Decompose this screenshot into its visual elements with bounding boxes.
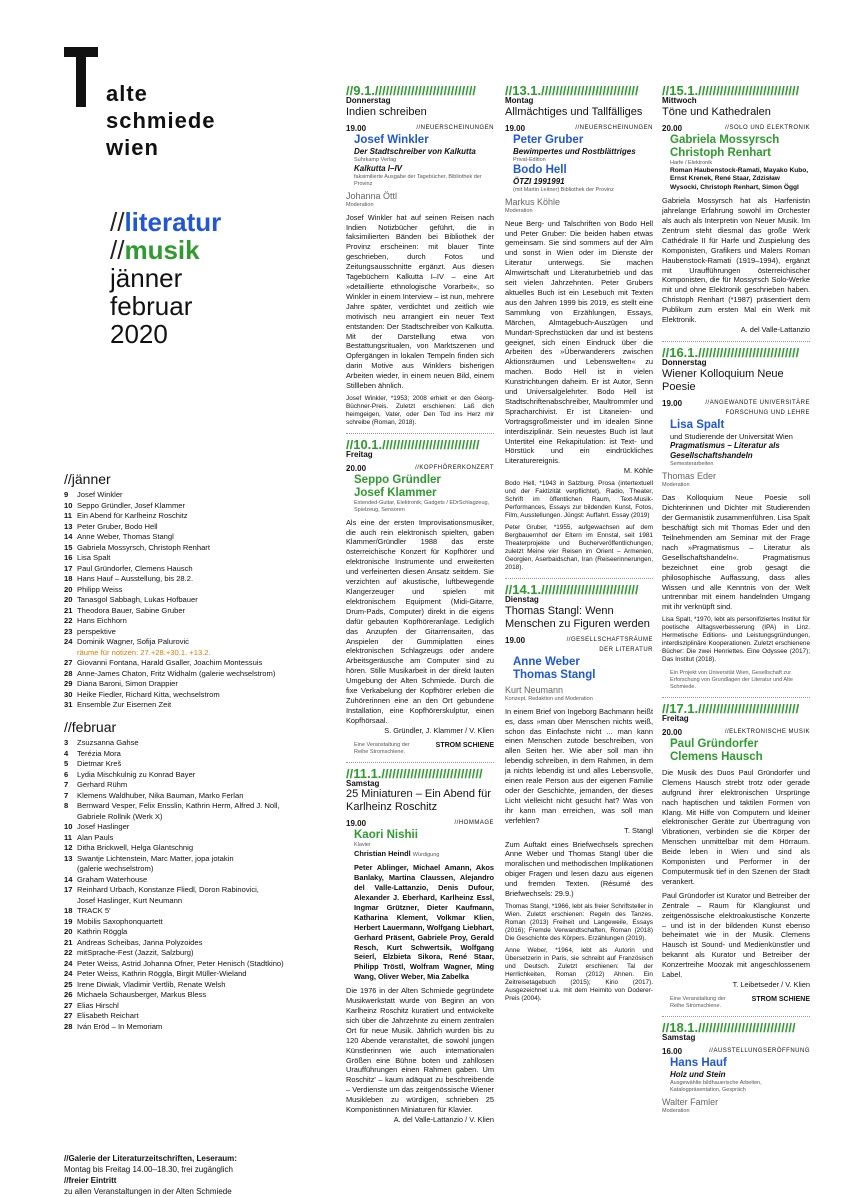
signature: T. Stangl bbox=[624, 825, 653, 835]
divider bbox=[346, 433, 494, 434]
footer-line: zu allen Veranstaltungen in der Alten Schmiede bbox=[64, 1187, 232, 1196]
calendar-row bbox=[64, 822, 284, 833]
event-tag: //SOLO UND ELEKTRONIK bbox=[725, 124, 810, 131]
event-tag: //ANGEWANDTE UNIVERSITÄRE FORSCHUNG UND LEHRE bbox=[705, 399, 810, 416]
calendar-entry: Peter Weiss, Kathrin Röggla, Birgit Müller-Wieland bbox=[77, 969, 247, 978]
calendar-entry: Peter Gruber, Bodo Hell bbox=[77, 521, 158, 531]
calendar-day: 7 bbox=[64, 790, 69, 800]
calendar-row bbox=[64, 759, 284, 770]
event-time-row bbox=[346, 464, 494, 474]
event-artist: Bodo Hell bbox=[513, 163, 567, 176]
calendar-entry: Diana Baroni, Simon Drappier bbox=[77, 679, 178, 688]
event-text: Neue Berg- und Talschriften von Bodo Hell und Peter Gruber: Die beiden haben etwas gemeinsam. Sie sind sommers auf der Alm und sonst in Wien oder im Dienste der Literatur unterwegs. Sie machen Almwirtschaft und Literaturbetrieb und das seit vielen Jahrzehnten. Peter Grubers aktuelles Buch ist ein Lesebuch mit Texten aus den Jahren 1999 bis 2019, es stellt eine Sammlung von Erzählungen, Essays, Märchen, Almtagebuch-Auszügen und Mundart-Sprechstücken dar und ist bestens geeignet, sich einen Eindruck über die Arbeiten des »Überwanderers zwischen Aktionsräumen und Lebenswelten« zu machen. Bodo Hell ist in vielen Kunstrichtungen daheim. Er ist Autor, Senn und Universalgelehrter. Bodo Hell ist Stadtschriftenabschreiber, Maultrommler und Spracharchivist. Er ist Litaneien- und Vortragsgroßmeister und im idealen Sinne interdisziplinär. Sein neuestes Buch ist laut Untertitel eine Rekapitulation: ist Text- und Hörstück und ein eindrückliches Literaturereignis. bbox=[505, 218, 653, 466]
calendar-day: 23 bbox=[64, 626, 73, 636]
event-title: 25 Miniaturen – Ein Abend für Karlheinz Roschitz bbox=[346, 788, 491, 814]
musik-label: musik bbox=[124, 235, 200, 265]
calendar-entry: Tanasgol Sabbagh, Lukas Hofbauer bbox=[77, 595, 198, 604]
event-time: 19.00 bbox=[662, 398, 683, 408]
calendar-row bbox=[64, 648, 275, 659]
event-date: //13.1./////////////////////////// bbox=[505, 86, 639, 96]
calendar-row bbox=[64, 490, 275, 501]
calendar-row bbox=[64, 501, 275, 512]
signature: S. Gründler, J. Klammer / V. Klien bbox=[384, 725, 494, 735]
calendar-row bbox=[64, 574, 275, 585]
calendar-day: 27 bbox=[64, 1000, 73, 1010]
event-title: Thomas Stangl: Wenn Menschen zu Figuren werden bbox=[505, 605, 650, 630]
calendar-day: 20 bbox=[64, 595, 73, 604]
calendar-entry: Gabriele Rollnik (Werk X) bbox=[77, 811, 163, 821]
event-date: //16.1.//////////////////////////// bbox=[662, 347, 800, 358]
moderator: Thomas Eder bbox=[662, 471, 717, 482]
moderator-label: Moderation bbox=[662, 482, 690, 489]
column-3 bbox=[662, 86, 810, 1115]
event-date: //11.1.//////////////////////////// bbox=[346, 768, 483, 779]
moderator: Kurt Neumann bbox=[505, 684, 564, 695]
calendar-entry: räume für notizen: 27.+28.+30.1. +13.2. bbox=[77, 647, 211, 657]
event-date: //17.1.//////////////////////////// bbox=[662, 704, 800, 715]
event-text: Die 1976 in der Alten Schmiede gegründete Musikwerkstatt wurde von Beginn an von Karlheinz Roschitz kuratiert und entwickelte sich über die Jahrzehnte zu einem zentralen Ort für neue Musik. Jährlich wurden bis zu 120 Abende veranstaltet, die sowohl jungen Künstlerinnen wie auch internationalen Größen eine Bühne boten und zahllosen Uraufführungen einen Rahmen gaben. Um Roschitz' – kaum adäquat zu beschreibende – Verdienste um das zeitgenössische Wiener Musikleben zu würdigen, schrieben 25 Komponistinnen Miniaturen für Klavier. bbox=[346, 986, 494, 1115]
publisher: Privat-Edition bbox=[513, 156, 546, 163]
event-artist: Josef Winkler bbox=[354, 133, 429, 146]
calendar-row bbox=[64, 532, 275, 543]
calendar-row bbox=[64, 511, 275, 522]
slash: // bbox=[110, 207, 125, 237]
column-1 bbox=[346, 86, 494, 1125]
sponsor-row bbox=[346, 742, 494, 756]
event-bio: Thomas Stangl, *1966, lebt als freier Schriftsteller in Wien. Zuletzt erschienen: Regeln des Tanzes, Roman (2013) Freiheit und Langeweile, Essays (2016); Fremde Verwandtschaften, Roman (2018) Die Geschichte des Körpers. Erzählungen (2019). bbox=[505, 902, 653, 942]
moderator: Johanna Öttl bbox=[346, 190, 398, 201]
event-time-row bbox=[346, 819, 494, 829]
calendar-row bbox=[64, 969, 284, 980]
calendar-row bbox=[64, 843, 284, 854]
calendar-entry: Ensemble Zur Eisernen Zeit bbox=[77, 700, 172, 709]
moderator: Walter Famler bbox=[662, 1096, 719, 1107]
calendar-day: 25 bbox=[64, 979, 73, 989]
calendar-row bbox=[64, 522, 275, 533]
publisher: Suhrkamp Verlag bbox=[354, 156, 397, 163]
event-title: Wiener Kolloquium Neue Poesie bbox=[662, 367, 784, 393]
month-jan: jänner bbox=[110, 263, 183, 293]
calendar-row bbox=[64, 885, 284, 896]
calendar-day: 29 bbox=[64, 679, 73, 688]
calendar-entry: Klemens Waldhuber, Nika Bauman, Marko Ferlan bbox=[77, 790, 244, 800]
event-date: //14.1./////////////////////////// bbox=[505, 585, 639, 596]
event-time: 20.00 bbox=[662, 123, 683, 133]
logo-line: schmiede bbox=[106, 108, 216, 133]
event-artist: Paul Gründorfer bbox=[670, 737, 759, 750]
work-title: Pragmatismus – Literatur als Gesellschaftshandeln bbox=[670, 441, 780, 461]
event-time: 19.00 bbox=[505, 123, 526, 133]
calendar-entry: Hans Hauf – Ausstellung, bis 28.2. bbox=[77, 574, 194, 583]
calendar-day: 27 bbox=[64, 1011, 73, 1020]
event-tag: //ELEKTRONISCHE MUSIK bbox=[724, 729, 810, 736]
event-day: Donnerstag bbox=[662, 357, 707, 367]
calendar-day: 30 bbox=[64, 689, 73, 699]
calendar-entry: Ein Abend für Karlheinz Roschitz bbox=[77, 511, 188, 520]
calendar-day: 11 bbox=[64, 832, 73, 842]
speaker-role: Würdigung bbox=[412, 852, 440, 859]
calendar-row bbox=[64, 896, 284, 907]
calendar-entry: Terézia Mora bbox=[77, 748, 121, 758]
footer-info bbox=[64, 1153, 237, 1197]
calendar-day: 24 bbox=[64, 969, 73, 978]
calendar-entry: Peter Weiss, Astrid Johanna Ofner, Peter Henisch (Stadtkino) bbox=[77, 958, 284, 968]
event-tag: //KOPFHÖRERKONZERT bbox=[415, 464, 494, 471]
stromschiene-logo: STROM SCHIENE bbox=[751, 995, 810, 1003]
literatur-label: literatur bbox=[124, 207, 222, 237]
calendar-entry: mitSprache-Fest (Jazzit, Salzburg) bbox=[77, 948, 194, 957]
project-note: Ein Projekt von Universität Wien, Gesellschaft zur Erforschung von Grundlagen der Literatur und Alte Schmiede. bbox=[670, 670, 793, 691]
calendar-day: 3 bbox=[64, 738, 69, 747]
calendar-day: 31 bbox=[64, 700, 73, 709]
event-time: 20.00 bbox=[662, 728, 683, 738]
calendar-day: 17 bbox=[64, 563, 73, 573]
instrument: Klavier bbox=[354, 842, 371, 849]
sponsor-row bbox=[662, 996, 810, 1010]
work-title: Der Stadtschreiber von Kalkutta bbox=[354, 146, 476, 156]
calendar-entry: Anne Weber, Thomas Stangl bbox=[77, 532, 174, 541]
event-artist: Seppo Gründler bbox=[354, 473, 441, 486]
calendar-row bbox=[64, 927, 284, 938]
calendar-entry: Elias Hirschl bbox=[77, 1000, 119, 1010]
moderator-label: Moderation bbox=[346, 201, 374, 208]
calendar-day: 10 bbox=[64, 500, 73, 510]
event-text: Josef Winkler hat auf seinen Reisen nach Indien Notizbücher geführt, die in faksimilierten Bänden bei Bibliothek der Provinz erscheinen: mit blauer Tinte geschrieben, durch Fotos und Zeitungsausschnitte ergänzt. Aus diesen Tagebüchern Kalkutta I–IV – eine Art »detaillierte ethnologische Vorarbeit«, so Winkler in einem Interview – ist nun, mehrere Jahre später, verdichtet und zeitlich wie motivisch neu arrangiert ein neuer Text entstanden: Der Stadtschreiber von Kalkutta. Mit der Darstellung etwa von Bestattungsritualen, von Marktszenen und Opfergängen in lokalen Tempeln finden sich darin Motive aus Winklers bisherigen Arbeiten wieder, in einem neuen Bild, einem Stillleben ähnlich. bbox=[346, 212, 494, 391]
calendar-entry: Reinhard Urbach, Konstanze Fliedl, Doron Rabinovici, bbox=[77, 885, 259, 894]
calendar-row bbox=[64, 980, 284, 991]
calendar-entry: Elisabeth Reichart bbox=[77, 1011, 139, 1020]
event-title: Allmächtiges und Tallfälliges bbox=[505, 105, 643, 118]
slash: // bbox=[110, 235, 125, 265]
event-text: Das Kolloquium Neue Poesie soll Dichterinnen und Dichter mit Studierenden der Germanistik zusammenführen. Lisa Spalt beschäftigt sich mit Thomas Eder und den Teilnehmenden am Seminar mit der Frage nach »Pragmatismus – Literatur als Gesellschaftshandeln«. Pragmatismus bezeichnet eine grob gesagt die philosophische Auffassung, dass alles Wissen und alle Kenntnis von der Welt untrennbar mit einem handelnden Umgang mit ihr verknüpft sind. bbox=[662, 493, 810, 612]
calendar-entry: (galerie wechselstrom) bbox=[77, 864, 154, 873]
event-time: 19.00 bbox=[346, 819, 367, 829]
calendar-entry: Josef Haslinger, Kurt Neumann bbox=[77, 895, 183, 905]
calendar-row bbox=[64, 606, 275, 617]
calendar-row bbox=[64, 938, 284, 949]
calendar-entry: Irene Diwiak, Vladimir Vertlib, Renate Welsh bbox=[77, 979, 226, 989]
calendar-day: 16 bbox=[64, 553, 73, 562]
work-title: ÖTZI 1991991 bbox=[513, 176, 565, 186]
event-artist: Lisa Spalt bbox=[670, 418, 725, 431]
calendar-row bbox=[64, 770, 284, 781]
calendar-entry: Dominik Wagner, Sofija Paluroviċ bbox=[77, 637, 189, 646]
event-text: Die Musik des Duos Paul Gründorfer und Clemens Hausch strebt trotz oder gerade aufgrund ihrer elektronischen Ursprünge nach haptischen und taktilen Formen von Klang. Mit Hilfe von Computern und kleiner elektronischer Geräte zur Übertragung von Vibrationen, verbinden sie die Körper der Menschen unmittelbar mit dem Hörraum. Beide leben in Wien und sind als Komponisten und Performer in der Computermusik tief in den Szenen der Stadt verankert. bbox=[662, 767, 810, 886]
jan-heading: //jänner bbox=[64, 471, 111, 487]
event-date: //15.1.//////////////////////////// bbox=[662, 86, 800, 96]
event-time-row bbox=[505, 636, 653, 656]
calendar-entry: Swantje Lichtenstein, Marc Matter, jopa jotakin bbox=[77, 853, 234, 863]
event-time-row bbox=[662, 728, 810, 738]
event-text: Als eine der ersten Improvisationsmusiker, die auch rein elektronisch spielten, gaben Klammer/Gründler 1988 das erste österreichische Konzert für Kopfhörer und elektronische Instrumente und erweiterten und verfeinerten diesen Ansatz seitdem. Sie verzichten auf akustische, luftbewegende Klangerzeuger und spielen mit elektronischem Equipment (Midi-Gitarre, Drum-Pads, Computer) direkt in die eigens dafür gebauten Kopfhöreranlage. Lediglich das Anzupfen der Gitarrensaiten, das Anspielen der Gummiplatten eines elektronischen Schlagzeugs oder andere Arbeitsgeräusche am Computer sind zu hören. Stille Musikarbeit in der direkt lauten Umgebung der Alten Schmiede. Durch die fixe Verkabelung der Kopfhörer erleben die Zuhörerinnen eine an den Ort gebundene Installation, eine Kopfhörerskulptur, einen Kopfhörsaal. bbox=[346, 517, 494, 725]
calendar-entry: Heike Fiedler, Richard Kitta, wechselstrom bbox=[77, 689, 220, 699]
calendar-day: 5 bbox=[64, 759, 69, 768]
event-artist: Thomas Stangl bbox=[513, 668, 596, 681]
calendar-day: 4 bbox=[64, 748, 69, 758]
calendar-row bbox=[64, 812, 284, 823]
footer-line: Montag bis Freitag 14.00–18.30, frei zugänglich bbox=[64, 1165, 233, 1174]
calendar-day: 14 bbox=[64, 532, 73, 541]
event-time: 19.00 bbox=[505, 636, 526, 645]
event-bio: Peter Gruber, *1955, aufgewachsen auf dem Bergbauernhof der Eltern im Ennstal, seit 1981 Theaterprojekte und Bucherveröffentlichungen, zuletzt Meine vier Reisen im Orient – Armenien, Georgien, Aserbaidschan, Iran (Reiseerinnerungen, 2018). bbox=[505, 524, 653, 572]
calendar-day: 14 bbox=[64, 874, 73, 884]
event-artist: Clemens Hausch bbox=[670, 750, 763, 763]
event-artist: Anne Weber bbox=[513, 655, 580, 668]
divider bbox=[662, 1016, 810, 1017]
event-time-row bbox=[662, 1047, 810, 1057]
divider bbox=[662, 341, 810, 342]
calendar-day: 13 bbox=[64, 853, 73, 863]
event-artist: Gabriela Mossyrsch bbox=[670, 133, 780, 146]
calendar-day: 9 bbox=[64, 490, 69, 499]
event-artist: Hans Hauf bbox=[670, 1056, 727, 1069]
calendar-day: 17 bbox=[64, 885, 73, 894]
event-text: Paul Gründorfer ist Kurator und Betreiber der Zentrale – Raum für Klangkunst und zeitgenössische elektroakustische Konzerte – und ist in der bildenden Kunst ebenso beheimatet wie in der Musik. Clemens Hausch ist Sound- und Medienkünstler und bekannt als Kurator und Betreiber der Konzertreihe Moozak mit angeschlossenem Label. bbox=[662, 890, 810, 980]
calendar-entry: Lydia Mischkulnig zu Konrad Bayer bbox=[77, 769, 196, 779]
calendar-entry: Lisa Spalt bbox=[77, 553, 111, 562]
calendar-entry: Dietmar Kreš bbox=[77, 759, 122, 768]
calendar-row bbox=[64, 801, 284, 812]
calendar-entry: Alan Pauls bbox=[77, 832, 114, 842]
calendar-day: 12 bbox=[64, 843, 73, 852]
calendar-day: 24 bbox=[64, 958, 73, 968]
instrumentation: Extended-Guitar, Elektronik, Gadgets / EDrSchlagzeug, Spielzeug, Sensoren bbox=[354, 499, 490, 513]
event-title: Töne und Kathedralen bbox=[662, 105, 771, 118]
event-bio: Anne Weber, *1964, lebt als Autorin und Übersetzerin in Paris, sie schreibt auf Französisch und Deutsch. Zuletzt erschienen: Tal der Herrlichkeiten, Roman (2012) Ahnen. Ein Zeitreisetagebuch (2015); Kirio (2017). Ausgezeichnet u.a. mit dem Heimito von Doderer-Preis (2004). bbox=[505, 946, 653, 1002]
event-tag: //HOMMAGE bbox=[454, 820, 494, 827]
logo-line: alte bbox=[106, 81, 148, 106]
season-title bbox=[110, 208, 221, 348]
calendar-entry: Michaela Schausberger, Markus Bless bbox=[77, 990, 207, 999]
event-time-row bbox=[505, 124, 653, 134]
calendar-row bbox=[64, 700, 275, 711]
event-day: Samstag bbox=[662, 1032, 696, 1042]
signature: A. del Valle-Lattanzio / V. Klien bbox=[393, 1114, 494, 1124]
calendar-row bbox=[64, 669, 275, 680]
calendar-day: 8 bbox=[64, 801, 69, 810]
calendar-day: 6 bbox=[64, 769, 69, 779]
calendar-day: 21 bbox=[64, 937, 73, 947]
event-artist: Josef Klammer bbox=[354, 486, 437, 499]
calendar-row bbox=[64, 791, 284, 802]
event-date: //9.1.//////////////////////////// bbox=[346, 86, 477, 96]
divider bbox=[346, 762, 494, 763]
moderator-label: Konzept, Redaktion und Moderation bbox=[505, 695, 593, 702]
calendar-day: 18 bbox=[64, 906, 73, 915]
event-time: 19.00 bbox=[346, 123, 367, 133]
calendar-day: 20 bbox=[64, 584, 73, 594]
event-tag: //NEUERSCHEINUNGEN bbox=[575, 124, 653, 131]
calendar-entry: Iván Eröd – In Memoriam bbox=[77, 1021, 163, 1031]
event-date: //18.1./////////////////////////// bbox=[662, 1022, 796, 1033]
event-day: Dienstag bbox=[505, 595, 539, 605]
calendar-row bbox=[64, 543, 275, 554]
logo-line: wien bbox=[106, 135, 159, 160]
calendar-row bbox=[64, 1022, 284, 1033]
calendar-entry: Paul Gründorfer, Clemens Hausch bbox=[77, 563, 193, 573]
calendar-row bbox=[64, 679, 275, 690]
event-tag: //NEUERSCHEINUNGEN bbox=[416, 124, 494, 131]
signature: M. Köhle bbox=[623, 466, 653, 476]
calendar-row bbox=[64, 948, 284, 959]
calendar-entry: Zsuzsanna Gahse bbox=[77, 738, 139, 747]
event-day: Samstag bbox=[346, 778, 380, 788]
calendar-row bbox=[64, 780, 284, 791]
calendar-entry: Gerhard Rühm bbox=[77, 780, 128, 789]
calendar-row bbox=[64, 627, 275, 638]
calendar-row bbox=[64, 990, 284, 1001]
event-time-row bbox=[346, 124, 494, 134]
calendar-row bbox=[64, 585, 275, 596]
calendar-day: 22 bbox=[64, 948, 73, 957]
calendar-row bbox=[64, 854, 284, 865]
calendar-entry: Anne-James Chaton, Fritz Widhalm (galerie wechselstrom) bbox=[77, 668, 276, 678]
calendar-entry: Hans Eichhorn bbox=[77, 616, 127, 625]
event-text: In einem Brief von Ingeborg Bachmann heißt es, dass »man über Menschen nichts weiß, schon das Einfachste nicht ... man kann einen Menschen zutode beschreiben, von allen Seiten her. Wie aber soll man ihn lebendig schreiben, in dem Rahmen, in dem ja nichts lebendig ist und alles Lebensvolle, einen reale Person aus der eigenen Familie oder der Geschichte, jemanden, der dieses Licht vielleicht nicht gesucht hat? Was von ihr kann man erreichen, was soll man verfehlen? bbox=[505, 706, 653, 825]
calendar-day: 21 bbox=[64, 605, 73, 615]
calendar-entry: Josef Haslinger bbox=[77, 822, 130, 831]
calendar-day: 13 bbox=[64, 521, 73, 531]
calendar-row bbox=[64, 864, 284, 875]
composer-list: Peter Ablinger, Michael Amann, Akos Banlaky, Martina Claussen, Alejandro del Valle-Lattanzio, Denis Dufour, Alexander J. Eberhard, Karlheinz Essl, Ingmar Grützner, Dieter Kaufmann, Katharina Klement, Volkmar Klien, Herbert Lauermann, Wolfgang Liebhart, Gerhard Präsent, Gabriele Proy, Gerald Resch, Kurt Schwertsik, Wolfgang Seierl, Elzbieta Sikora, René Staar, Philipp Tröstl, Wolfram Wagner, Ming Wang, Oliver Weber, Mia Zabelka bbox=[354, 863, 494, 982]
calendar-day: 10 bbox=[64, 822, 73, 831]
calendar-row bbox=[64, 564, 275, 575]
calendar-entry: Ditha Brickwell, Helga Glantschnig bbox=[77, 843, 194, 852]
calendar-row bbox=[64, 906, 284, 917]
stromschiene-logo: STROM SCHIENE bbox=[435, 741, 494, 749]
participants: und Studierende der Universität Wien bbox=[670, 431, 793, 441]
calendar-day: 19 bbox=[64, 916, 73, 926]
instrument: Harfe / Elektronik bbox=[670, 159, 713, 166]
calendar-day: 7 bbox=[64, 780, 69, 789]
work-title: Holz und Stein bbox=[670, 1069, 726, 1079]
calendar-entry: Graham Waterhouse bbox=[77, 874, 148, 884]
calendar-day: 11 bbox=[64, 511, 73, 520]
work-title: Bewimpertes und Rostblättriges bbox=[513, 146, 636, 156]
divider bbox=[662, 697, 810, 698]
work-title: Kalkutta I–IV bbox=[354, 163, 403, 173]
calendar-row bbox=[64, 749, 284, 760]
logo-mark-stem bbox=[76, 47, 86, 107]
event-time-row bbox=[662, 124, 810, 134]
event-bio: Lisa Spalt, *1970, lebt als personifiziertes Institut für poetische Alltagsverbesserung (IPA) in Linz. Hermetische Editions- und Leistungsgründungen, interdisziplinäre Kooperationen. Zuletzt erschienene Bücher: Die zwei Henriettes. Eine Odyssee (2017); Das Institut (2018). bbox=[662, 616, 810, 664]
event-time: 20.00 bbox=[346, 463, 367, 473]
event-bio: Bodo Hell, *1943 in Salzburg. Prosa (intertextuell und der Faktizität verpflichtet), Radio, Theater, Schrift im öffentlichen Raum, Text-Musik-Performances, Essays zur bildenden Kunst, Fotos, Film, Ausstellungen. Jüngst: Auffahrt. Essay (2019) bbox=[505, 480, 653, 520]
publisher: Ausgewählte bildhauerische Arbeiten, Katalogpräsentation, Gespräch bbox=[670, 1079, 762, 1093]
divider bbox=[505, 578, 653, 579]
calendar-entry: TRACK 5' bbox=[77, 906, 111, 915]
calendar-row bbox=[64, 875, 284, 886]
event-day: Donnerstag bbox=[346, 95, 391, 105]
calendar-entry: Philipp Weiss bbox=[77, 584, 123, 594]
publisher: Semesterarbeiten bbox=[670, 461, 714, 468]
composer-list: Roman Haubenstock-Ramati, Mayako Kubo, Ernst Krenek, René Staar, Zdzisław Wysocki, Christoph Renhart, Simon Öggl bbox=[670, 166, 809, 191]
event-day: Freitag bbox=[662, 714, 689, 724]
series-note: Eine Veranstaltung der Reihe Stromschiene. bbox=[670, 995, 726, 1009]
calendar-row bbox=[64, 959, 284, 970]
calendar-row bbox=[64, 658, 275, 669]
moderator: Markus Köhle bbox=[505, 196, 561, 207]
event-tag: //GESELLSCHAFTSRÄUME DER LITERATUR bbox=[566, 637, 653, 653]
calendar-row bbox=[64, 738, 284, 749]
event-date: //10.1./////////////////////////// bbox=[346, 439, 480, 450]
calendar-entry: Bernward Vesper, Felix Ensslin, Kathrin Herm, Alfred J. Noll, bbox=[77, 801, 280, 810]
calendar-row bbox=[64, 690, 275, 701]
event-day: Mittwoch bbox=[662, 95, 697, 105]
calendar-entry: Gabriela Mossyrsch, Christoph Renhart bbox=[77, 542, 210, 552]
calendar-entry: Seppo Gründler, Josef Klammer bbox=[77, 500, 186, 510]
month-feb: februar bbox=[110, 291, 193, 321]
event-text: Zum Auftakt eines Briefwechsels sprechen Anne Weber und Thomas Stangl über die moralischen und methodischen Implikationen obiger Fragen und lesen dazu aus eigenen und fremden Texten. (Résumé des Briefwechsels: 29.9.) bbox=[505, 839, 653, 899]
calendar-row bbox=[64, 616, 275, 627]
event-bio: Josef Winkler, *1953; 2008 erhielt er den Georg-Büchner-Preis. Zuletzt erschienen: Laß dich heimgeigen, Vater, oder Den Tod ins Herz mir schreibe (Roman, 2018). bbox=[346, 394, 494, 426]
jan-list bbox=[64, 470, 275, 711]
event-tag: //AUSSTELLUNGSERÖFFNUNG bbox=[709, 1047, 810, 1054]
event-text: Gabriela Mossyrsch hat als Harfenistin jahrelange Erfahrung sowohl im Orchester als auch als Interpretin von Neuer Musik. Im Zentrum steht diesmal das große Werk Cathédrale II für Harfe und Zuspielung des Komponisten, Grafikers und Malers Roman Haubenstock-Ramati (1919–1994), ergänzt mit Uraufführungen österreichischer Komponisten, die für Mossyrsch Solo-Werke mit und ohne Elektronik geschrieben haben. Christoph Renhart (*1987) präsentiert dem Publikum zum ersten Mal ein Werk mit Elektronik. bbox=[662, 196, 810, 325]
signature: T. Leibetseder / V. Klien bbox=[732, 979, 810, 989]
calendar-row bbox=[64, 553, 275, 564]
calendar-row bbox=[64, 595, 275, 606]
calendar-day: 28 bbox=[64, 1021, 73, 1031]
feb-list bbox=[64, 718, 284, 1032]
calendar-day: 26 bbox=[64, 990, 73, 999]
calendar-row bbox=[64, 637, 275, 648]
calendar-day: 20 bbox=[64, 927, 73, 936]
calendar-day: 15 bbox=[64, 542, 73, 552]
series-note: Eine Veranstaltung der Reihe Stromschiene. bbox=[354, 741, 410, 755]
speaker: Christian Heindl bbox=[354, 849, 411, 859]
event-artist: Peter Gruber bbox=[513, 133, 584, 146]
event-artist: Kaori Nishii bbox=[354, 829, 418, 842]
column-2 bbox=[505, 86, 653, 1003]
calendar-entry: Mobilis Saxophonquartett bbox=[77, 916, 163, 926]
calendar-day: 24 bbox=[64, 637, 73, 646]
publisher: (mit Martin Leitner) Bibliothek der Provinz bbox=[513, 186, 614, 193]
calendar-day: 22 bbox=[64, 616, 73, 625]
signature: A. del Valle-Lattanzio bbox=[740, 325, 810, 334]
calendar-day: 27 bbox=[64, 658, 73, 667]
calendar-row bbox=[64, 1011, 284, 1022]
event-artist: Christoph Renhart bbox=[670, 146, 771, 159]
event-time-row bbox=[662, 399, 810, 419]
calendar-entry: Andreas Scheibas, Janna Polyzoides bbox=[77, 937, 203, 947]
event-time: 16.00 bbox=[662, 1046, 683, 1056]
event-day: Montag bbox=[505, 95, 534, 105]
calendar-day: 18 bbox=[64, 574, 73, 583]
event-title: Indien schreiben bbox=[346, 105, 427, 118]
feb-heading: //februar bbox=[64, 719, 117, 735]
calendar-day: 28 bbox=[64, 668, 73, 678]
calendar-entry: perspektive bbox=[77, 626, 116, 636]
calendar-row bbox=[64, 833, 284, 844]
logo-text bbox=[106, 80, 216, 161]
calendar-entry: Josef Winkler bbox=[77, 490, 123, 499]
year: 2020 bbox=[110, 319, 168, 349]
calendar-row bbox=[64, 917, 284, 928]
moderator-label: Moderation bbox=[505, 207, 533, 214]
calendar-entry: Giovanni Fontana, Harald Gsaller, Joachim Montessuis bbox=[77, 658, 263, 667]
calendar-entry: Kathrin Röggla bbox=[77, 927, 128, 936]
calendar-entry: Theodora Bauer, Sabine Gruber bbox=[77, 605, 186, 615]
moderator-label: Moderation bbox=[662, 1107, 690, 1114]
event-day: Freitag bbox=[346, 449, 373, 459]
footer-line: //Galerie der Literaturzeitschriften, Leseraum: bbox=[64, 1154, 237, 1163]
calendar-row bbox=[64, 1001, 284, 1012]
publisher: faksimilierte Ausgabe der Tagebücher, Bibliothek der Provinz bbox=[354, 173, 482, 187]
footer-line: //freier Eintritt bbox=[64, 1176, 117, 1185]
